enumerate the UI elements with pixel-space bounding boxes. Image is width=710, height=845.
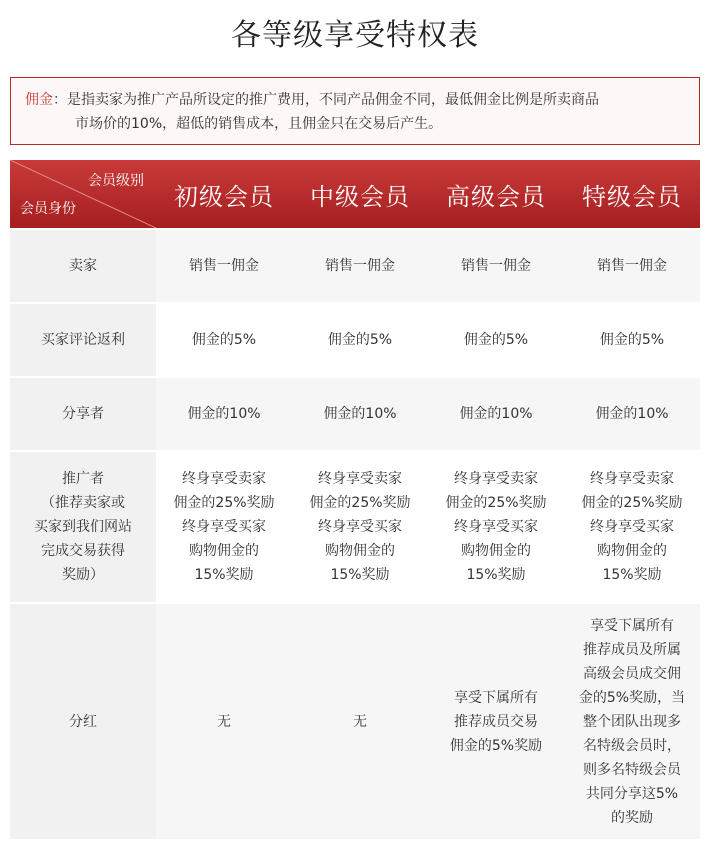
table-header xyxy=(10,160,700,228)
table-cell: 佣金的10% xyxy=(428,378,564,450)
corner-label-identity: 会员身份 xyxy=(20,201,76,217)
table-cell: 销售一佣金 xyxy=(564,230,700,302)
note-text-1: ：是指卖家为推广产品所设定的推广费用，不同产品佣金不同，最低佣金比例是所卖商品 xyxy=(53,92,599,108)
table-cell: 享受下属所有 推荐成员及所属 高级会员成交佣 金的5%奖励，当 整个团队出现多 名特级会员时， 则多名特级会员 共同分享这5% 的奖励 xyxy=(564,604,700,839)
table-cell: 销售一佣金 xyxy=(292,230,428,302)
row-label: 推广者 （推荐卖家或 买家到我们网站 完成交易获得 奖励） xyxy=(10,452,156,602)
table-row-seller xyxy=(10,228,700,302)
table-cell: 终身享受卖家 佣金的25%奖励 终身享受买家 购物佣金的 15%奖励 xyxy=(156,452,292,602)
column-header-senior: 高级会员 xyxy=(446,182,546,211)
column-header-intermediate: 中级会员 xyxy=(310,182,410,211)
table-cell: 佣金的5% xyxy=(156,304,292,376)
table-row-dividend xyxy=(10,602,700,839)
table-cell: 无 xyxy=(156,604,292,839)
column-header-junior: 初级会员 xyxy=(174,182,274,211)
column-header-premium: 特级会员 xyxy=(582,182,682,211)
note-text-2: 市场价的10%，超低的销售成本，且佣金只在交易后产生。 xyxy=(75,116,443,132)
table-cell: 终身享受卖家 佣金的25%奖励 终身享受买家 购物佣金的 15%奖励 xyxy=(564,452,700,602)
table-cell: 终身享受卖家 佣金的25%奖励 终身享受买家 购物佣金的 15%奖励 xyxy=(428,452,564,602)
table-row-sharer xyxy=(10,376,700,450)
privilege-table xyxy=(10,160,700,839)
corner-label-level: 会员级别 xyxy=(88,173,144,189)
commission-note xyxy=(10,77,700,145)
header-corner xyxy=(10,160,156,228)
table-cell: 佣金的5% xyxy=(564,304,700,376)
table-row-promoter xyxy=(10,450,700,602)
table-cell: 销售一佣金 xyxy=(156,230,292,302)
row-label: 买家评论返利 xyxy=(10,304,156,376)
table-cell: 佣金的5% xyxy=(428,304,564,376)
table-cell: 销售一佣金 xyxy=(428,230,564,302)
table-cell: 终身享受卖家 佣金的25%奖励 终身享受买家 购物佣金的 15%奖励 xyxy=(292,452,428,602)
table-cell: 佣金的10% xyxy=(564,378,700,450)
table-cell: 享受下属所有 推荐成员交易 佣金的5%奖励 xyxy=(428,604,564,839)
row-label: 分享者 xyxy=(10,378,156,450)
table-cell: 佣金的10% xyxy=(292,378,428,450)
row-label: 分红 xyxy=(10,604,156,839)
note-term: 佣金 xyxy=(25,92,53,108)
table-row-buyer-rebate xyxy=(10,302,700,376)
table-cell: 佣金的10% xyxy=(156,378,292,450)
row-label: 卖家 xyxy=(10,230,156,302)
note-line-1 xyxy=(25,88,687,112)
page-title: 各等级享受特权表 xyxy=(231,18,479,53)
table-cell: 无 xyxy=(292,604,428,839)
table-cell: 佣金的5% xyxy=(292,304,428,376)
